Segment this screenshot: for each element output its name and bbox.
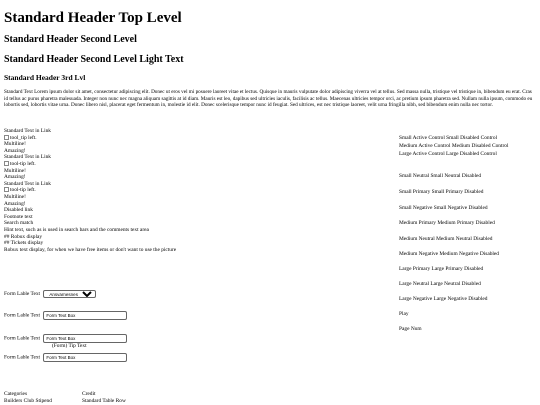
table-header-categories: Categories: [4, 391, 28, 397]
form-row-text-3: [4, 353, 127, 362]
header-third-level: Standard Header 3rd Lvl: [4, 73, 86, 82]
table-row: [4, 398, 126, 405]
multiline-text: Multiline!: [4, 193, 26, 200]
tooltip-image-2[interactable]: [4, 161, 176, 168]
broken-image-icon: [4, 187, 9, 192]
amazing-text: Amazing!: [4, 200, 26, 207]
standard-table: [4, 391, 126, 404]
left-column: [4, 128, 176, 253]
control-small-active[interactable]: Small Active Control Small Disabled Control: [399, 135, 498, 141]
table-header-row: [4, 391, 126, 398]
table-header-credit: Credit: [82, 391, 96, 397]
button-medium-negative[interactable]: Medium Negative Medium Negative Disabled: [399, 251, 500, 257]
form-label: Form Lable Text: [4, 312, 41, 319]
header-top-level: Standard Header Top Level: [4, 10, 182, 26]
disabled-link: Disabled link: [4, 207, 33, 214]
table-cell: Standard Table Row: [82, 397, 126, 404]
amazing-text: Amazing!: [4, 174, 26, 181]
header-second-level: Standard Header Second Level: [4, 34, 137, 45]
tooltip-alt-text: tool-tip left.: [10, 187, 36, 194]
tooltip-alt-text: tool-tip left.: [10, 160, 36, 167]
multiline-text: Multiline!: [4, 167, 26, 174]
standard-text-paragraph: Standard Text Lorem ipsum dolor sit amet, consectetur adipiscing elit. Donec ut eros vel mi posuere laoreet vitae et lectus. Quisque in mauris vulputate dolor adipiscing viverra vel at tellus. Sed massa nulla, tristique vel tristique in, bibendum eu erat. Cras id tellus ac purus pharetra malesuada. Integer non nunc nec magna aliquam sagittis at id diam. Mauris est leo, dapibus sed ultricies iaculis, facilisis ac tellus. Maecenas ultricies tempor orci, ac pretium ipsum pharetra sed. Nullam nulla ipsum, commodo eu lobortis sed, lobortis vitae urna. Donec libero nisl, placerat eget fermentum in, molestie id elit. Donec scelerisque tempor nunc id feugiat. Sed ultrices, est nec tristique laoreet, velit urna fringilla nibh, sed bibendum enim nulla nec tortor.: [4, 89, 533, 109]
page-number[interactable]: Page Num: [399, 326, 422, 332]
button-small-negative[interactable]: Small Negative Small Negative Disabled: [399, 205, 488, 211]
form-row-text-1: [4, 311, 127, 320]
form-row-select: [4, 290, 96, 298]
button-small-neutral[interactable]: Small Neutral Small Neutral Disabled: [399, 173, 482, 179]
form-label: Form Lable Text: [4, 335, 41, 342]
form-select[interactable]: [43, 290, 96, 298]
form-label: Form Lable Text: [4, 354, 41, 361]
table-cell: Builders Club Stipend: [4, 397, 52, 404]
standard-text-link[interactable]: Standard Text in Link: [4, 180, 51, 187]
hint-text: Hint text, such as is used in search bars and the comments text area: [4, 226, 149, 233]
form-row-text-2: [4, 334, 127, 343]
standard-text-link[interactable]: Standard Text in Link: [4, 128, 51, 134]
play-button[interactable]: Play: [399, 311, 409, 317]
footnote-text: Footnote text: [4, 213, 33, 220]
form-text-box[interactable]: [43, 334, 127, 343]
broken-image-icon: [4, 135, 9, 140]
form-text-box[interactable]: [43, 311, 127, 320]
form-text-box[interactable]: [43, 353, 127, 362]
robux-text-display: Robux text display, for when we have free items or don't want to use the picture: [4, 246, 177, 253]
search-match-text: Search match: [4, 220, 34, 227]
header-second-level-light: Standard Header Second Level Light Text: [4, 54, 184, 65]
robux-display: ## Robux display: [4, 233, 43, 240]
tooltip-image-1[interactable]: [4, 135, 176, 142]
button-large-neutral[interactable]: Large Neutral Large Neutral Disabled: [399, 281, 481, 287]
form-tip-text: (Form) Tip Text: [52, 343, 87, 349]
broken-image-icon: [4, 161, 9, 166]
multiline-text: Multiline!: [4, 141, 26, 148]
amazing-text: Amazing!: [4, 147, 26, 154]
button-large-primary[interactable]: Large Primary Large Primary Disabled: [399, 266, 484, 272]
tooltip-image-3[interactable]: [4, 187, 176, 194]
form-label: Form Lable Text: [4, 291, 41, 298]
button-medium-neutral[interactable]: Medium Neutral Medium Neutral Disabled: [399, 236, 493, 242]
tooltip-alt-text: tool_tip left.: [10, 134, 37, 141]
button-medium-primary[interactable]: Medium Primary Medium Primary Disabled: [399, 220, 495, 226]
tickets-display: ## Tickets display: [4, 240, 44, 247]
button-small-primary[interactable]: Small Primary Small Primary Disabled: [399, 189, 484, 195]
control-large-active[interactable]: Large Active Control Large Disabled Control: [399, 151, 497, 157]
button-large-negative[interactable]: Large Negative Large Negative Disabled: [399, 296, 488, 302]
standard-text-link[interactable]: Standard Text in Link: [4, 154, 51, 161]
control-medium-active[interactable]: Medium Active Control Medium Disabled Control: [399, 143, 509, 149]
